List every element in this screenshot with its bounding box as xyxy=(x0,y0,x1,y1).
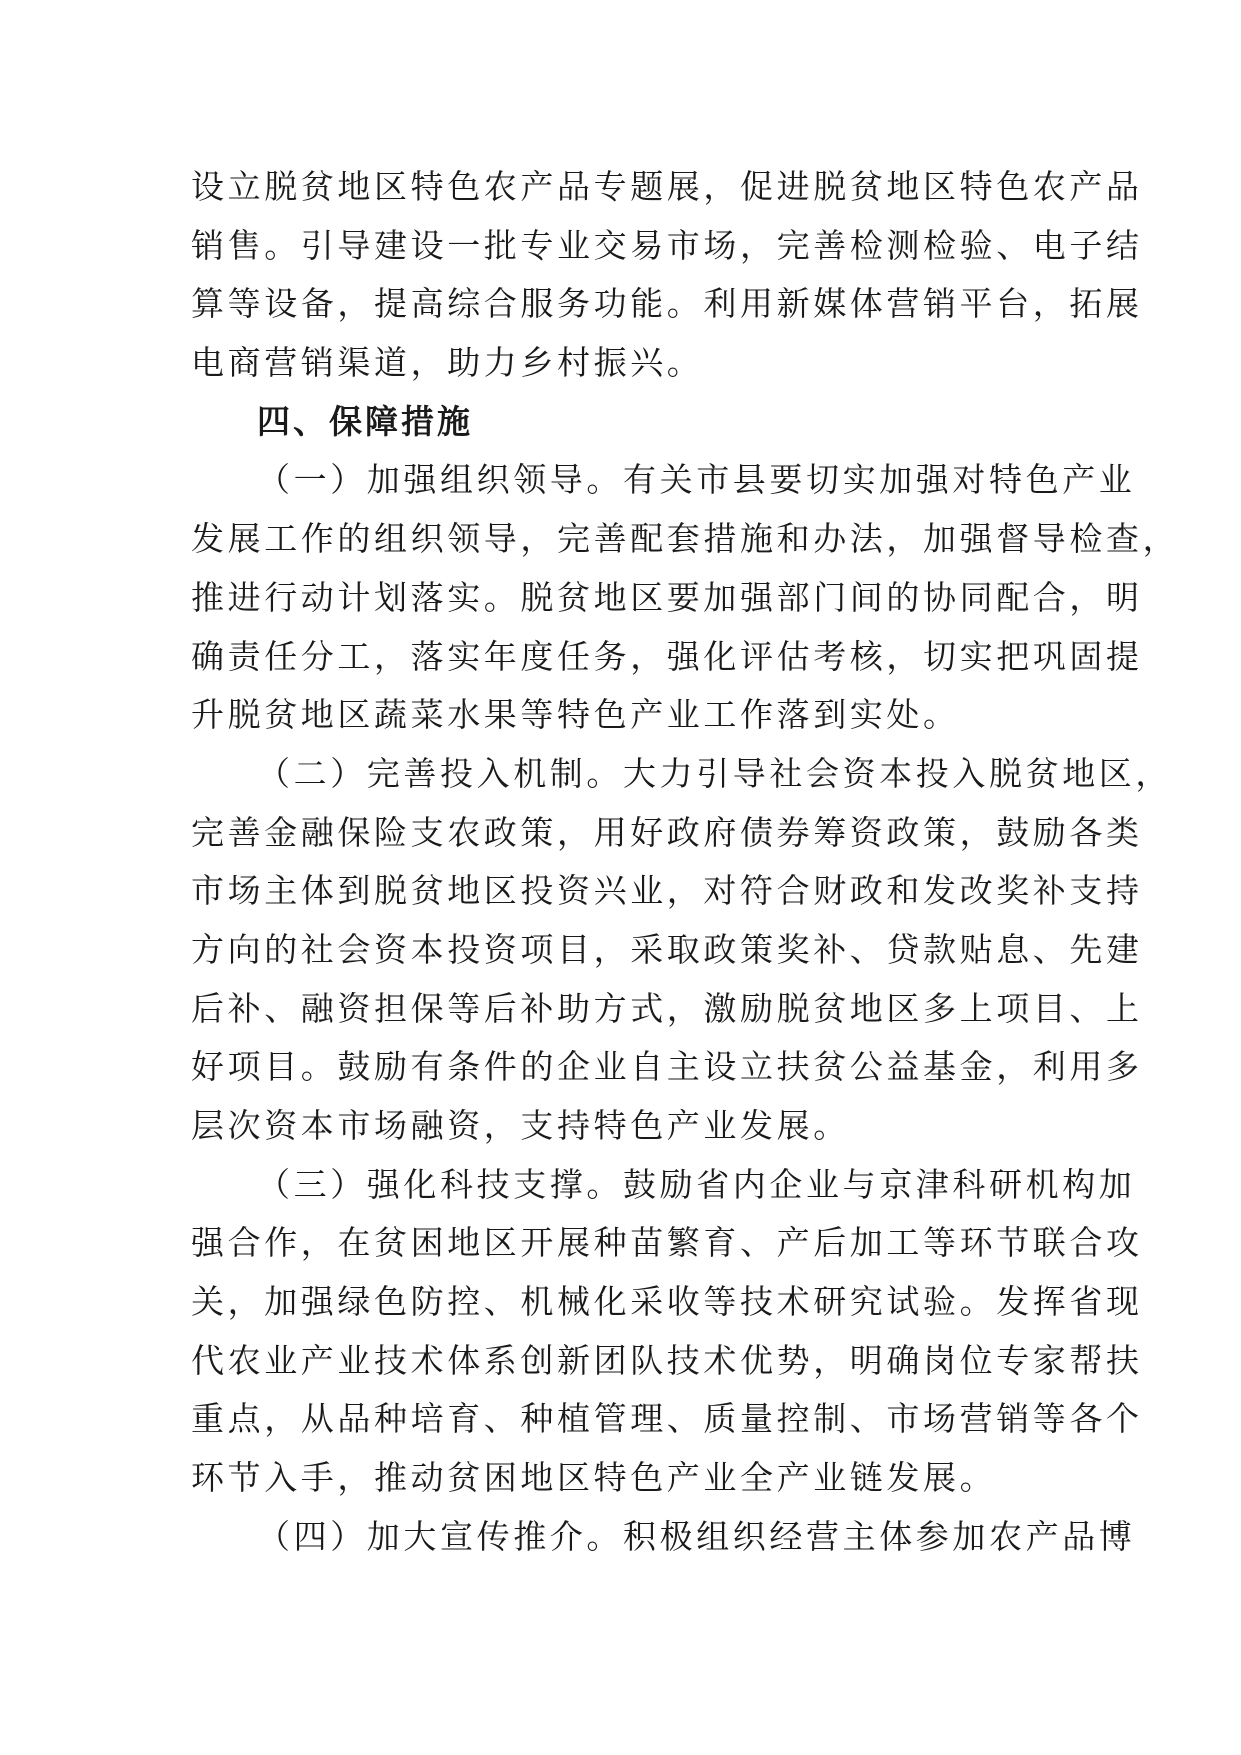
subsection-title: （一）加强组织领导。 xyxy=(257,460,623,500)
text-line: 升脱贫地区蔬菜水果等特色产业工作落到实处。 xyxy=(191,695,960,735)
paragraph-first-line xyxy=(191,1508,1136,1567)
subsection-title: （四）加大宣传推介。 xyxy=(257,1516,623,1556)
text-line: 重点，从品种培育、种植管理、质量控制、市场营销等各个 xyxy=(191,1399,1143,1439)
text-span: 大力引导社会资本投入脱贫地区， xyxy=(623,753,1172,793)
text-line: 代农业产业技术体系创新团队技术优势，明确岗位专家帮扶 xyxy=(191,1340,1143,1380)
text-line: 好项目。鼓励有条件的企业自主设立扶贫公益基金，利用多 xyxy=(191,1047,1143,1087)
text-line: 设立脱贫地区特色农产品专题展，促进脱贫地区特色农产品 xyxy=(191,167,1143,206)
section-heading: 四、保障措施 xyxy=(257,401,473,441)
text-line: 发展工作的组织领导，完善配套措施和办法，加强督导检查， xyxy=(191,519,1180,559)
paragraph-first-line xyxy=(191,1156,1136,1215)
text-line: 方向的社会资本投资项目，采取政策奖补、贷款贴息、先建 xyxy=(191,929,1143,969)
document-body xyxy=(191,158,1180,1567)
paragraph-section-2 xyxy=(191,745,1172,1156)
subsection-title: （三）强化科技支撑。 xyxy=(257,1164,623,1204)
text-line: 环节入手，推动贫困地区特色产业全产业链发展。 xyxy=(191,1458,997,1498)
paragraph-first-line xyxy=(191,745,1172,804)
paragraph-section-3 xyxy=(191,1156,1143,1508)
text-line: 销售。引导建设一批专业交易市场，完善检测检验、电子结 xyxy=(191,225,1143,265)
text-line: 确责任分工，落实年度任务，强化评估考核，切实把巩固提 xyxy=(191,636,1143,676)
subsection-title: （二）完善投入机制。 xyxy=(257,753,623,793)
text-line: 市场主体到脱贫地区投资兴业，对符合财政和发改奖补支持 xyxy=(191,871,1143,911)
paragraph-intro xyxy=(191,158,1143,393)
text-line: 关，加强绿色防控、机械化采收等技术研究试验。发挥省现 xyxy=(191,1282,1143,1322)
text-span: 鼓励省内企业与京津科研机构加 xyxy=(623,1164,1136,1204)
text-span: 积极组织经营主体参加农产品博 xyxy=(623,1516,1136,1556)
text-line: 完善金融保险支农政策，用好政府债券筹资政策，鼓励各类 xyxy=(191,812,1143,852)
paragraph-first-line xyxy=(191,451,1136,510)
text-line: 算等设备，提高综合服务功能。利用新媒体营销平台，拓展 xyxy=(191,284,1143,324)
text-line: 层次资本市场融资，支持特色产业发展。 xyxy=(191,1106,850,1145)
text-line: 强合作，在贫困地区开展种苗繁育、产后加工等环节联合攻 xyxy=(191,1223,1143,1263)
paragraph-section-4 xyxy=(191,1508,1136,1567)
text-span: 有关市县要切实加强对特色产业 xyxy=(623,460,1136,500)
text-line: 后补、融资担保等后补助方式，激励脱贫地区多上项目、上 xyxy=(191,988,1143,1028)
text-line: 推进行动计划落实。脱贫地区要加强部门间的协同配合，明 xyxy=(191,577,1143,617)
paragraph-section-1 xyxy=(191,451,1180,744)
text-line: 电商营销渠道，助力乡村振兴。 xyxy=(191,343,704,383)
